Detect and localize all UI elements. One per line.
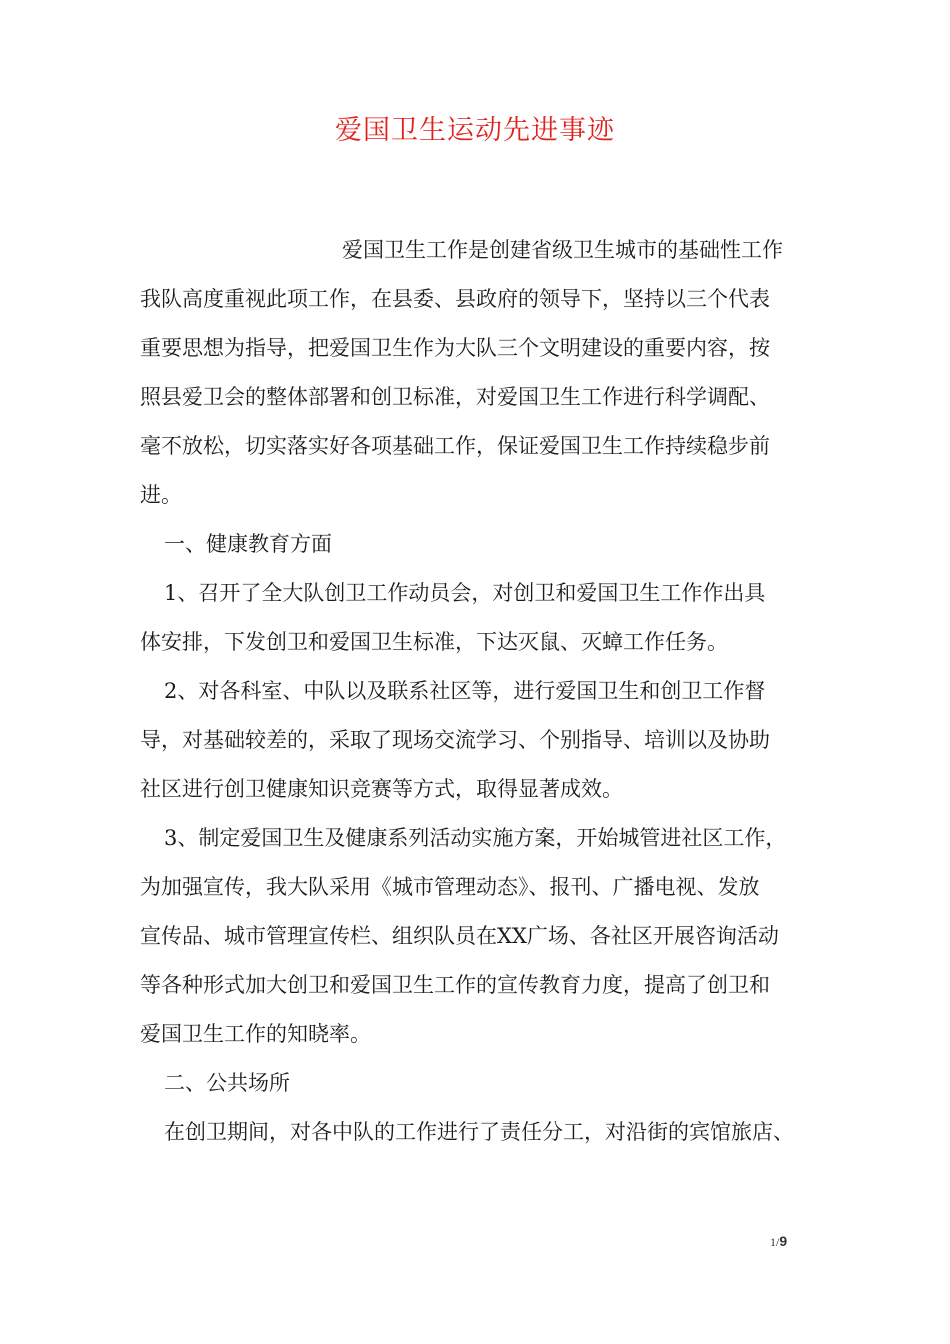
text-line: 进。 [140, 483, 182, 507]
page-current: 1 [770, 1235, 776, 1249]
section-heading: 一、健康教育方面 [164, 532, 332, 556]
text-line: 导，对基础较差的，采取了现场交流学习、个别指导、培训以及协助 [140, 728, 770, 752]
text-line: 2、对各科室、中队以及联系社区等，进行爱国卫生和创卫工作督 [164, 679, 766, 703]
text-line: 毫不放松，切实落实好各项基础工作，保证爱国卫生工作持续稳步前 [140, 434, 770, 458]
text-line: 为加强宣传，我大队采用《城市管理动态》、报刊、广播电视、发放 [140, 875, 760, 899]
text-line: 我队高度重视此项工作，在县委、县政府的领导下，坚持以三个代表 [140, 287, 770, 311]
text-line: 社区进行创卫健康知识竞赛等方式，取得显著成效。 [140, 777, 623, 801]
page-number [770, 1233, 787, 1250]
text-line: 3、制定爱国卫生及健康系列活动实施方案，开始城管进社区工作， [164, 826, 787, 850]
text-line: 重要思想为指导，把爱国卫生作为大队三个文明建设的重要内容，按 [140, 336, 770, 360]
text-line: 在创卫期间，对各中队的工作进行了责任分工，对沿街的宾馆旅店、 [164, 1120, 794, 1144]
page-separator: / [776, 1235, 780, 1249]
page-title: 爱国卫生运动先进事迹 [335, 115, 615, 146]
text-line: 照县爱卫会的整体部署和创卫标准，对爱国卫生工作进行科学调配、 [140, 385, 770, 409]
page-total: 9 [779, 1233, 788, 1249]
document-body [140, 226, 830, 1157]
text-line: 爱国卫生工作是创建省级卫生城市的基础性工作 [342, 238, 783, 262]
text-line: 等各种形式加大创卫和爱国卫生工作的宣传教育力度，提高了创卫和 [140, 973, 770, 997]
text-line: 1、召开了全大队创卫工作动员会，对创卫和爱国卫生工作作出具 [164, 581, 766, 605]
text-line: 体安排，下发创卫和爱国卫生标准，下达灭鼠、灭蟑工作任务。 [140, 630, 728, 654]
text-line: 爱国卫生工作的知晓率。 [140, 1022, 371, 1046]
section-heading: 二、公共场所 [164, 1071, 290, 1095]
text-line: 宣传品、城市管理宣传栏、组织队员在XX广场、各社区开展咨询活动 [140, 924, 779, 948]
